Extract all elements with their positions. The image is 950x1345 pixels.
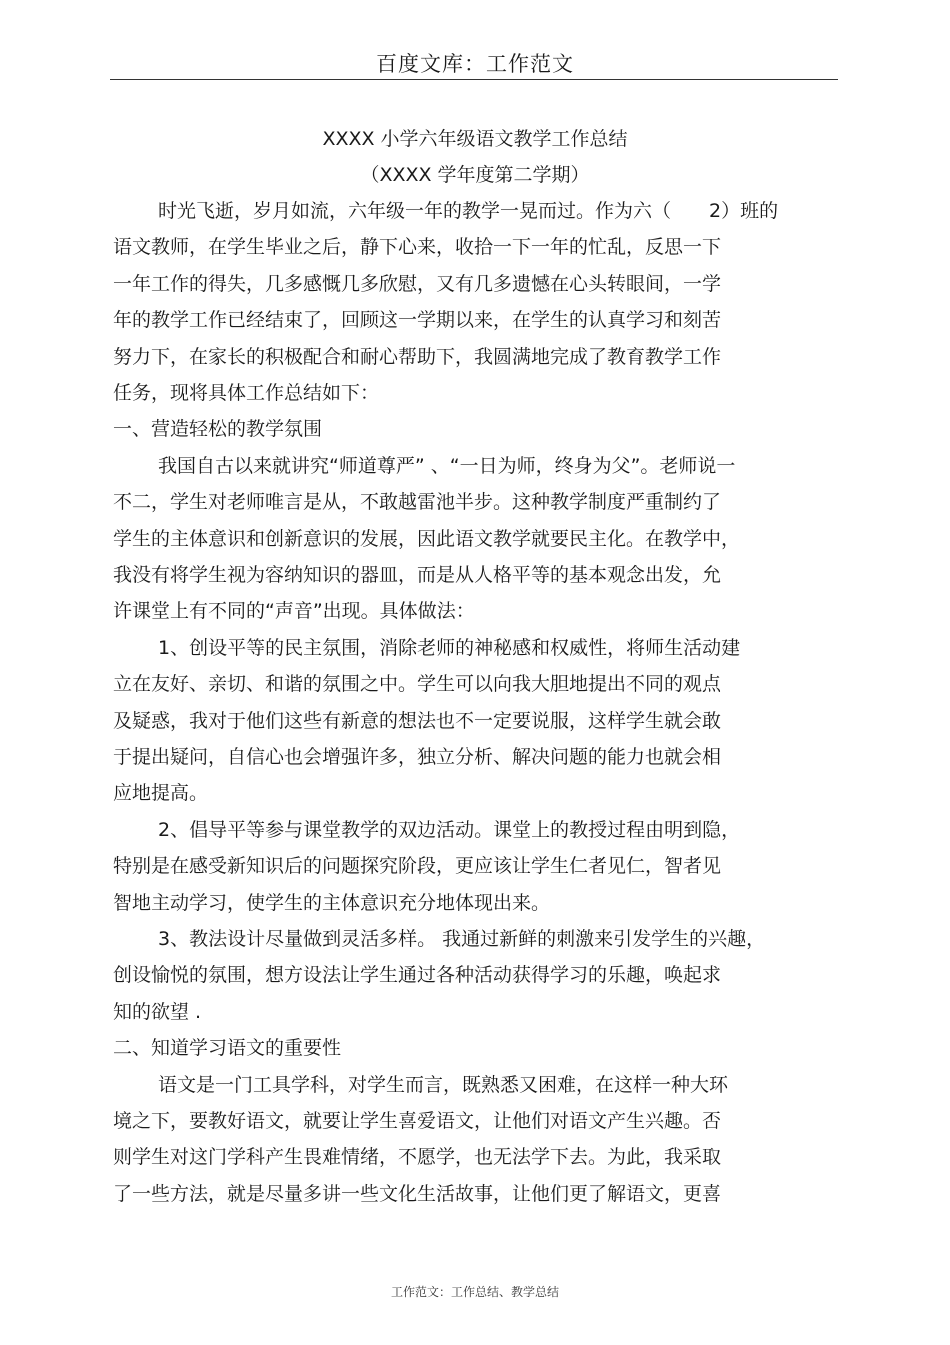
body-line: 不二，学生对老师唯言是从，不敢越雷池半步。这种教学制度严重制约了 — [113, 491, 722, 514]
body-line: 语文是一门工具学科，对学生而言，既熟悉又困难，在这样一种大环 — [158, 1073, 729, 1096]
body-line: 我没有将学生视为容纳知识的器皿，而是从人格平等的基本观念出发，允 — [113, 564, 722, 586]
body-line: 语文教师，在学生毕业之后，静下心来，收拾一下一年的忙乱，反思一下 — [113, 236, 722, 259]
body-line: 一年工作的得失，几多感慨几多欣慰，又有几多遗憾在心头转眼间，一学 — [113, 272, 722, 295]
document-subtitle: （XXXX 学年度第二学期） — [360, 164, 590, 186]
header-divider — [110, 79, 838, 80]
body-line: 特别是在感受新知识后的问题探究阶段，更应该让学生仁者见仁，智者见 — [113, 855, 722, 878]
body-line: 应地提高。 — [113, 782, 209, 805]
section-heading: 一、营造轻松的教学氛围 — [113, 418, 323, 441]
body-line: 于提出疑问，自信心也会增强许多，独立分析、解决问题的能力也就会相 — [113, 746, 722, 768]
body-line: 年的教学工作已经结束了，回顾这一学期以来，在学生的认真学习和刻苦 — [113, 309, 722, 332]
body-line: 及疑惑，我对于他们这些有新意的想法也不一定要说服，这样学生就会敢 — [113, 709, 722, 732]
body-line: 2、倡导平等参与课堂教学的双边活动。课堂上的教授过程由明到隐， — [158, 818, 741, 841]
body-line: 知的欲望 . — [113, 1000, 202, 1023]
body-line: 立在友好、亲切、和谐的氛围之中。学生可以向我大胆地提出不同的观点 — [113, 673, 722, 696]
body-line: 境之下，要教好语文，就要让学生喜爱语文，让他们对语文产生兴趣。否 — [113, 1110, 722, 1132]
body-line: 创设愉悦的氛围，想方设法让学生通过各种活动获得学习的乐趣，唤起求 — [113, 964, 722, 987]
body-line: 3、教法设计尽量做到灵活多样。 我通过新鲜的刺激来引发学生的兴趣， — [158, 928, 766, 950]
body-line: 1、创设平等的民主氛围，消除老师的神秘感和权威性，将师生活动建 — [158, 636, 741, 659]
document-title: XXXX 小学六年级语文教学工作总结 — [322, 128, 628, 150]
body-line: 学生的主体意识和创新意识的发展，因此语文教学就要民主化。在教学中， — [113, 527, 741, 550]
page-footer: 工作范文：工作总结、教学总结 — [390, 1285, 559, 1299]
body-line: 智地主动学习，使学生的主体意识充分地体现出来。 — [113, 891, 551, 914]
section-heading: 二、知道学习语文的重要性 — [113, 1037, 342, 1060]
body-line: 任务，现将具体工作总结如下： — [113, 382, 380, 404]
body-line: 努力下，在家长的积极配合和耐心帮助下，我圆满地完成了教育教学工作 — [113, 345, 722, 368]
page-header: 百度文库：工作范文 — [376, 52, 574, 76]
body-line: 了一些方法，就是尽量多讲一些文化生活故事，让他们更了解语文，更喜 — [113, 1182, 722, 1205]
body-line: 我国自古以来就讲究“师道尊严” 、“一日为师，终身为父”。老师说一 — [158, 454, 736, 477]
body-line: 许课堂上有不同的“声音”出现。具体做法： — [113, 600, 475, 623]
body-line: 则学生对这门学科产生畏难情绪，不愿学，也无法学下去。为此，我采取 — [113, 1146, 722, 1169]
body-line: 时光飞逝，岁月如流，六年级一年的教学一晃而过。作为六（ 2）班的 — [158, 200, 779, 222]
